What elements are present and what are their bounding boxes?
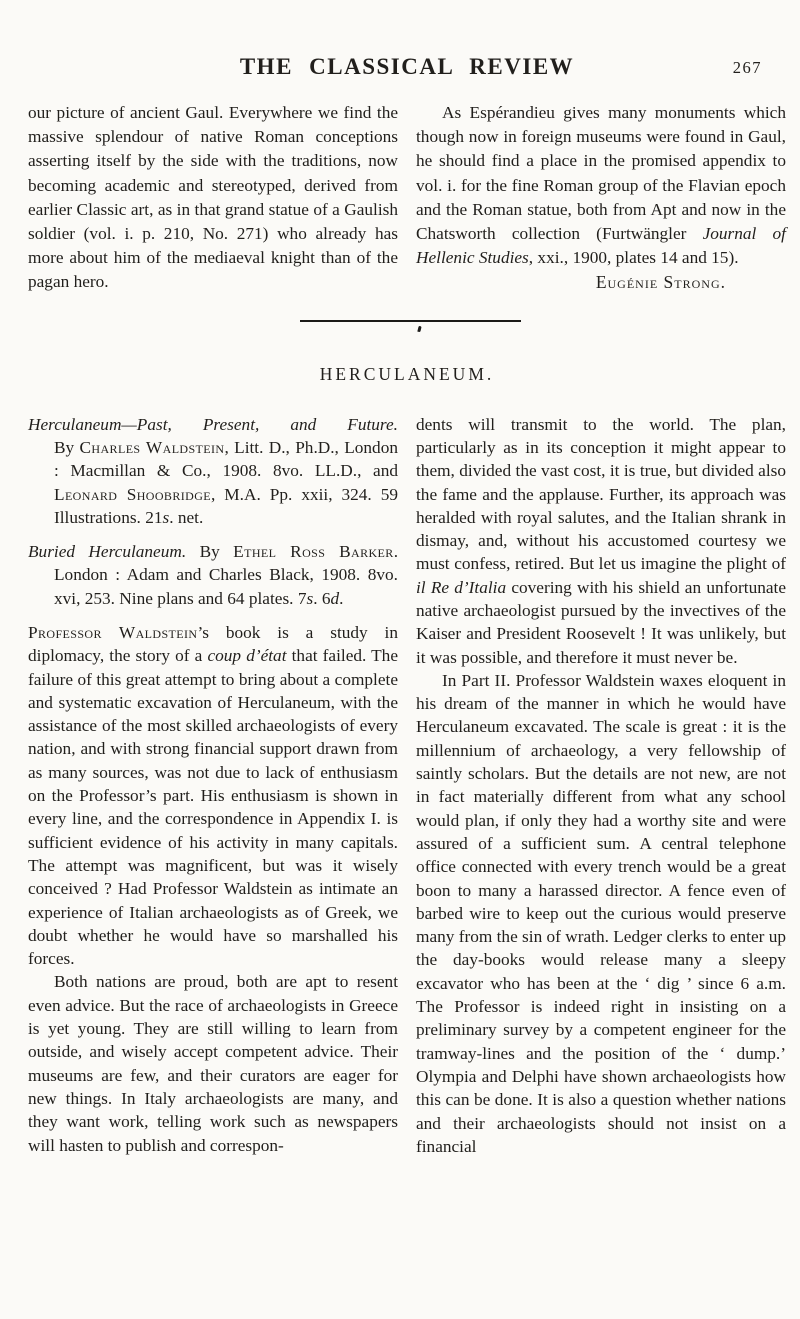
section-divider [28, 320, 786, 332]
author-signature: Eugénie Strong. [595, 272, 726, 293]
book-citation-barker [28, 540, 398, 610]
page-number: 267 [732, 58, 762, 77]
gaul-article-conclusion [28, 101, 786, 295]
review-paragraph-2: Both nations are proud, both are apt to resent even advice. But the race of archaeologists in Greece is yet young. They are still willing to learn from outside, and wisely accept competent advice. Their museums are few, and their curators are eager for new things. In Italy archaeologists are many, and they want work, telling work such as newspapers will hasten to publish and correspon- [28, 972, 398, 1155]
journal-title: THE CLASSICAL REVIEW [239, 54, 575, 79]
review-paragraph-1: Professor Waldstein’s book is a study in diplomacy, the story of a coup d’état that failed. The failure of this great attempt to bring about a complete and systematic excavation of Herculaneum, with the assistance of the most skilled archaeologists of every nation, and with strong financial support drawn from as many sources, was not due to lack of enthusiasm on the Professor’s part. His enthusiasm is shown in every line, and the correspondence in Appendix I. is sufficient evidence of his activity in many capitals. The attempt was magnificent, but was it wisely conceived ? Had Professor Waldstein as intimate an experience of Italian archaeologists as of Greek, we doubt whether he would have so marshalled his forces. [28, 623, 398, 969]
herculaneum-review [28, 413, 786, 1159]
paragraph-gaul-left: our picture of ancient Gaul. Everywhere we find the massive splendour of native Roman conceptions asserting itself by the side with the traditions, now becoming academic and stereotyped, derived from earlier Classic art, as in that grand statue of a Gaulish soldier (vol. i. p. 210, No. 271) who already has more about him of the mediaeval knight than of the pagan hero. [28, 103, 398, 292]
review-paragraph-3: dents will transmit to the world. The plan, particularly as in its conception it might appear to them, divided the vast cost, it is true, but divided also the fame and the applause. Further, its approach was heralded with royal salutes, and the Italian shrank in dismay, and, without his accustomed courtesy we must confess, retired. But let us imagine the plight of il Re d’Italia covering with his shield an unfortunate native archaeologist pursued by the invectives of the Kaiser and President Roosevelt ! It was unlikely, but it was possible, and therefore it must never be. [416, 414, 786, 667]
journal-header [28, 54, 786, 84]
ink-speck-mark [417, 325, 421, 332]
review-paragraph-4: In Part II. Professor Waldstein waxes eloquent in his dream of the manner in which he would have Herculaneum excavated. The scale is great : it is the millennium of archaeology, a very fellowship of saintly scholars. But the details are not new, are not in fact materially different from what any school would plan, if only they had a worthy site and were assured of a sufficient sum. A central telephone office connected with every trench would be a great boon to many a harassed director. A fence even of barbed wire to keep out the curious would preserve many from the sin of wrath. Ledger clerks to enter up the day-books would release many a sleepy excavator who has been at the ‘ dig ’ since 6 a.m. The Professor is indeed right in insisting on a preliminary survey by a competent engineer for the tramway-lines and the position of the ‘ dump.’ Olympia and Delphi have shown archaeologists how this can be done. It is also a question whether nations and their archaeologists should not insist on a financial [416, 670, 786, 1156]
citation-body: Buried Herculaneum. By Ethel Ross Barker. London : Adam and Charles Black, 1908. 8vo. xvi, 253. Nine plans and 64 plates. 7s. 6d. [28, 542, 399, 608]
review-right-column [416, 413, 786, 1159]
section-heading: HERCULANEUM. [319, 363, 495, 384]
citation-title-line: Herculaneum—Past, Present, and Future. [28, 414, 398, 434]
book-citation-waldstein [28, 413, 398, 529]
divider-rule [300, 320, 521, 322]
citation-body: By Charles Waldstein, Litt. D., Ph.D., London : Macmillan & Co., 1908. 8vo. LL.D., and Leonard Shoobridge, M.A. Pp. xxii, 324. 59 Illustrations. 21s. net. [54, 437, 398, 527]
paragraph-gaul-right: As Espérandieu gives many monuments which though now in foreign museums were found in Gaul, he should find a place in the promised appendix to vol. i. for the fine Roman group of the Flavian epoch and the Roman statue, both from Apt and now in the Chatsworth collection (Furtwängler Journal of Hellenic Studies, xxi., 1900, plates 14 and 15). [416, 103, 786, 268]
review-left-column [28, 413, 398, 1159]
gaul-left-column [28, 101, 398, 295]
gaul-right-column [416, 101, 786, 295]
